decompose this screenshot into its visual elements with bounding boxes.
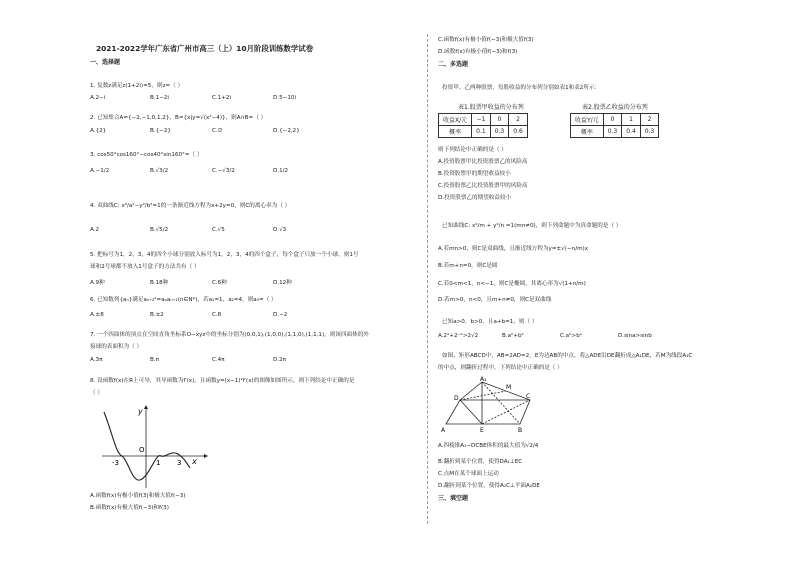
label-e: E bbox=[480, 427, 484, 434]
tick-label-3: 3 bbox=[177, 459, 182, 467]
q2-stem: 2. 已知集合A={−2,−1,0,1,2}，B={x|y=√(x²−4)}，则A∩B=（ ） bbox=[90, 115, 267, 121]
q10-option-a: A.若mn>0，则C是双曲线，且渐近线方程为y=±√(−n/m)x bbox=[438, 246, 589, 252]
q12-line1: 如图，矩形ABCD中，AB=2AD=2，E为边AB的中点，将△ADE沿DE翻折成△A₁DE，若M为线段A₁C bbox=[442, 353, 693, 359]
table-cell: 0.3 bbox=[603, 126, 622, 138]
q8-option-a: A.函数f(x)有极小值f(3)和极大值f(−3) bbox=[90, 493, 186, 499]
derivative-graph bbox=[100, 402, 210, 490]
section-single-choice: 一、选择题 bbox=[90, 59, 121, 66]
q6-option-c: C.8 bbox=[212, 312, 222, 318]
table-cell: 0.4 bbox=[622, 126, 641, 138]
q9-option-c: C.投资股票乙比投资股票甲的风险高 bbox=[438, 183, 528, 189]
q8-option-d: D.函数f(x)有极小值f(−3)和f(3) bbox=[438, 49, 518, 55]
table-cell: 0.6 bbox=[509, 126, 528, 138]
q2-option-c: C.∅ bbox=[212, 128, 223, 134]
x-axis-arrow-icon bbox=[204, 454, 208, 458]
q12-option-c: C.点M在某个球面上运动 bbox=[438, 471, 499, 477]
q11-option-c: C.aᵇ>bᵃ bbox=[560, 333, 582, 339]
segment-a1b bbox=[482, 382, 520, 424]
table-cell: 0.3 bbox=[490, 126, 509, 138]
q6-option-b: B.±2 bbox=[150, 312, 164, 318]
q5-line2: 球和2号球都不放入1号盒子的方法共有（ ） bbox=[90, 264, 200, 270]
q4-option-c: C.√5 bbox=[212, 227, 225, 233]
q5-option-a: A.9种 bbox=[90, 280, 105, 286]
label-a: A bbox=[441, 427, 446, 434]
q2-option-b: B.{−2} bbox=[150, 128, 171, 134]
q3-stem: 3. cos50°cos160°−cos40°sin160°=（ ） bbox=[90, 152, 203, 158]
q5-line1: 5. 把标号为1，2，3，4的四个小球分别放入标号为1，2，3，4的四个盒子，每个盒子只放一个小球，则1号 bbox=[90, 252, 359, 258]
q6-option-d: D.−2 bbox=[273, 312, 288, 318]
q12-option-b: B.翻折到某个位置，使得DA₁⊥EC bbox=[438, 459, 523, 465]
table1-caption: 表1.股票甲收益的分布列 bbox=[458, 104, 524, 111]
q1-option-b: B.1−2i bbox=[150, 95, 169, 101]
x-axis-label: x bbox=[192, 457, 197, 466]
q1-option-c: C.1+2i bbox=[212, 95, 232, 101]
q10-stem: 已知曲线C: x²/m + y²/n =1(mn≠0)，则下列命题中为真命题的是（ ） bbox=[442, 223, 622, 229]
q11-option-a: A.2ᵃ+2⁻ᵇ>2√2 bbox=[438, 333, 479, 339]
table-cell: 收益X/元 bbox=[439, 114, 472, 126]
y-axis-label: y bbox=[138, 407, 143, 416]
table-cell: 2 bbox=[640, 114, 659, 126]
q4-option-b: B.√5/2 bbox=[150, 227, 169, 233]
q11-stem: 已知a>0，b>0，且a+b=1，则（ ） bbox=[442, 319, 538, 325]
q3-option-a: A.−1/2 bbox=[90, 168, 110, 174]
q3-option-c: C.−√3/2 bbox=[212, 168, 235, 174]
column-divider bbox=[427, 34, 428, 524]
section-multiple-choice: 二、多选题 bbox=[438, 61, 469, 68]
q12-option-a: A.四棱锥A₁−DCBE体积的最大值为√2/4 bbox=[438, 443, 539, 449]
q7-option-d: D.2π bbox=[273, 357, 287, 363]
q2-option-a: A.{2} bbox=[90, 128, 107, 134]
table2-header-row bbox=[571, 114, 659, 126]
table2-caption: 表2.股票乙收益的分布列 bbox=[582, 104, 648, 111]
q5-option-d: D.12种 bbox=[273, 280, 292, 286]
derivative-curve bbox=[104, 412, 190, 480]
q2-option-d: D.{−2,2} bbox=[273, 128, 300, 134]
q9-option-b: B.投资股票甲的期望收益较小 bbox=[438, 171, 511, 177]
q5-option-b: B.18种 bbox=[150, 280, 169, 286]
table-cell: 0.1 bbox=[472, 126, 491, 138]
rectangle-abcd bbox=[446, 400, 530, 424]
table-cell: 0 bbox=[490, 114, 509, 126]
q4-option-d: D.√3 bbox=[273, 227, 287, 233]
q8-line2: （ ） bbox=[90, 390, 103, 396]
q8-line1: 8. 设函数f(x)在R上可导，其导函数为f′(x)，且函数y=(x−1)²f′(x)的图像如图所示，则下列结论中正确的是 bbox=[90, 378, 355, 384]
table-cell: 2 bbox=[509, 114, 528, 126]
q3-option-b: B.√3/2 bbox=[150, 168, 169, 174]
table-cell: 0 bbox=[603, 114, 622, 126]
segment-de bbox=[460, 400, 482, 424]
segment-dm bbox=[460, 391, 506, 400]
q12-option-d: D.翻折到某个位置，使得A₁C⊥平面A₁DE bbox=[438, 483, 540, 489]
tick-label-neg3: -3 bbox=[112, 459, 119, 467]
q7-line1: 7. 一个四面体的顶点在空间直角坐标系O−xyz中的坐标分别为(0,0,1),(1,0,0),(1,1,0),(1,1,1)，则该四面体的外 bbox=[90, 332, 369, 338]
table1-stock-a bbox=[438, 113, 528, 138]
q5-option-c: C.6种 bbox=[212, 280, 227, 286]
folding-figure bbox=[440, 376, 532, 434]
q7-option-b: B.π bbox=[150, 357, 159, 363]
q9-ask: 则下列结论中正确的是（ ） bbox=[438, 147, 507, 153]
table-cell: 1 bbox=[622, 114, 641, 126]
label-d: D bbox=[454, 395, 459, 402]
q6-stem: 6. 已知数列{aₙ}满足aₙ₊₂²=aₙaₙ₊₁(n∈N*)，若a₁=1，a₂=4，则a₅=（ ） bbox=[90, 297, 277, 303]
q12-line2: 的中点，则翻折过程中，下列结论中正确的是（ ） bbox=[438, 365, 563, 371]
q4-option-a: A.2 bbox=[90, 227, 100, 233]
segment-ec bbox=[482, 400, 530, 424]
table1-prob-row bbox=[439, 126, 528, 138]
q8-option-c: C.函数f(x)有极小值f(−3)和极大值f(3) bbox=[438, 37, 534, 43]
segment-da1 bbox=[460, 382, 482, 400]
table2-prob-row bbox=[571, 126, 659, 138]
q11-option-b: B.a²+b² bbox=[502, 333, 524, 339]
q9-option-a: A.投资股票甲比投资股票乙的风险高 bbox=[438, 159, 528, 165]
q7-line2: 接球的表面积为（ ） bbox=[90, 344, 143, 350]
q10-option-b: B.若m+n=0，则C是圆 bbox=[438, 263, 498, 269]
label-a1: A₁ bbox=[480, 376, 487, 383]
table-cell: −1 bbox=[472, 114, 491, 126]
exam-title: 2021-2022学年广东省广州市高三（上）10月阶段训练数学试卷 bbox=[96, 44, 314, 53]
table-cell: 概率 bbox=[439, 126, 472, 138]
label-b: B bbox=[518, 427, 523, 434]
table-cell: 概率 bbox=[571, 126, 604, 138]
table-cell: 收益Y/元 bbox=[571, 114, 604, 126]
q9-option-d: D.投资股票乙的期望收益较小 bbox=[438, 195, 512, 201]
q8-option-b: B.函数f(x)有极大值f(−3)和f(3) bbox=[90, 505, 169, 511]
q10-option-c: C.若0<m<1，n<−1，则C是椭圆，其离心率为√(1+n/m) bbox=[438, 281, 586, 287]
q1-option-a: A.2−i bbox=[90, 95, 106, 101]
q1-option-d: D.5−10i bbox=[273, 95, 297, 101]
q3-option-d: D.1/2 bbox=[273, 168, 289, 174]
q11-option-d: D.sina>sinb bbox=[618, 333, 652, 339]
q1-stem: 1. 复数z满足z(1+2i)=5，则z=（ ） bbox=[90, 83, 184, 89]
tick-label-1: 1 bbox=[156, 459, 161, 467]
label-m: M bbox=[506, 384, 512, 391]
q7-option-a: A.3π bbox=[90, 357, 103, 363]
table2-stock-b bbox=[570, 113, 659, 138]
origin-label: O bbox=[139, 446, 145, 454]
q10-option-d: D.若m>0，n<0，且m+n≠0，则C是双曲线 bbox=[438, 297, 552, 303]
q4-stem: 4. 双曲线C: x²/a²−y²/b²=1的一条渐近线方程为x+2y=0，则C的离心率为（ ） bbox=[90, 203, 291, 209]
table-cell: 0.3 bbox=[640, 126, 659, 138]
label-c: C bbox=[526, 393, 531, 400]
q7-option-c: C.4π bbox=[212, 357, 225, 363]
section-fill-blank: 三、填空题 bbox=[438, 495, 469, 502]
q9-intro: 投资甲、乙两种股票，每股收益的分布列分别如表1和表2所示： bbox=[442, 85, 601, 91]
table1-header-row bbox=[439, 114, 528, 126]
q6-option-a: A.±8 bbox=[90, 312, 104, 318]
y-axis-arrow-icon bbox=[144, 405, 148, 409]
